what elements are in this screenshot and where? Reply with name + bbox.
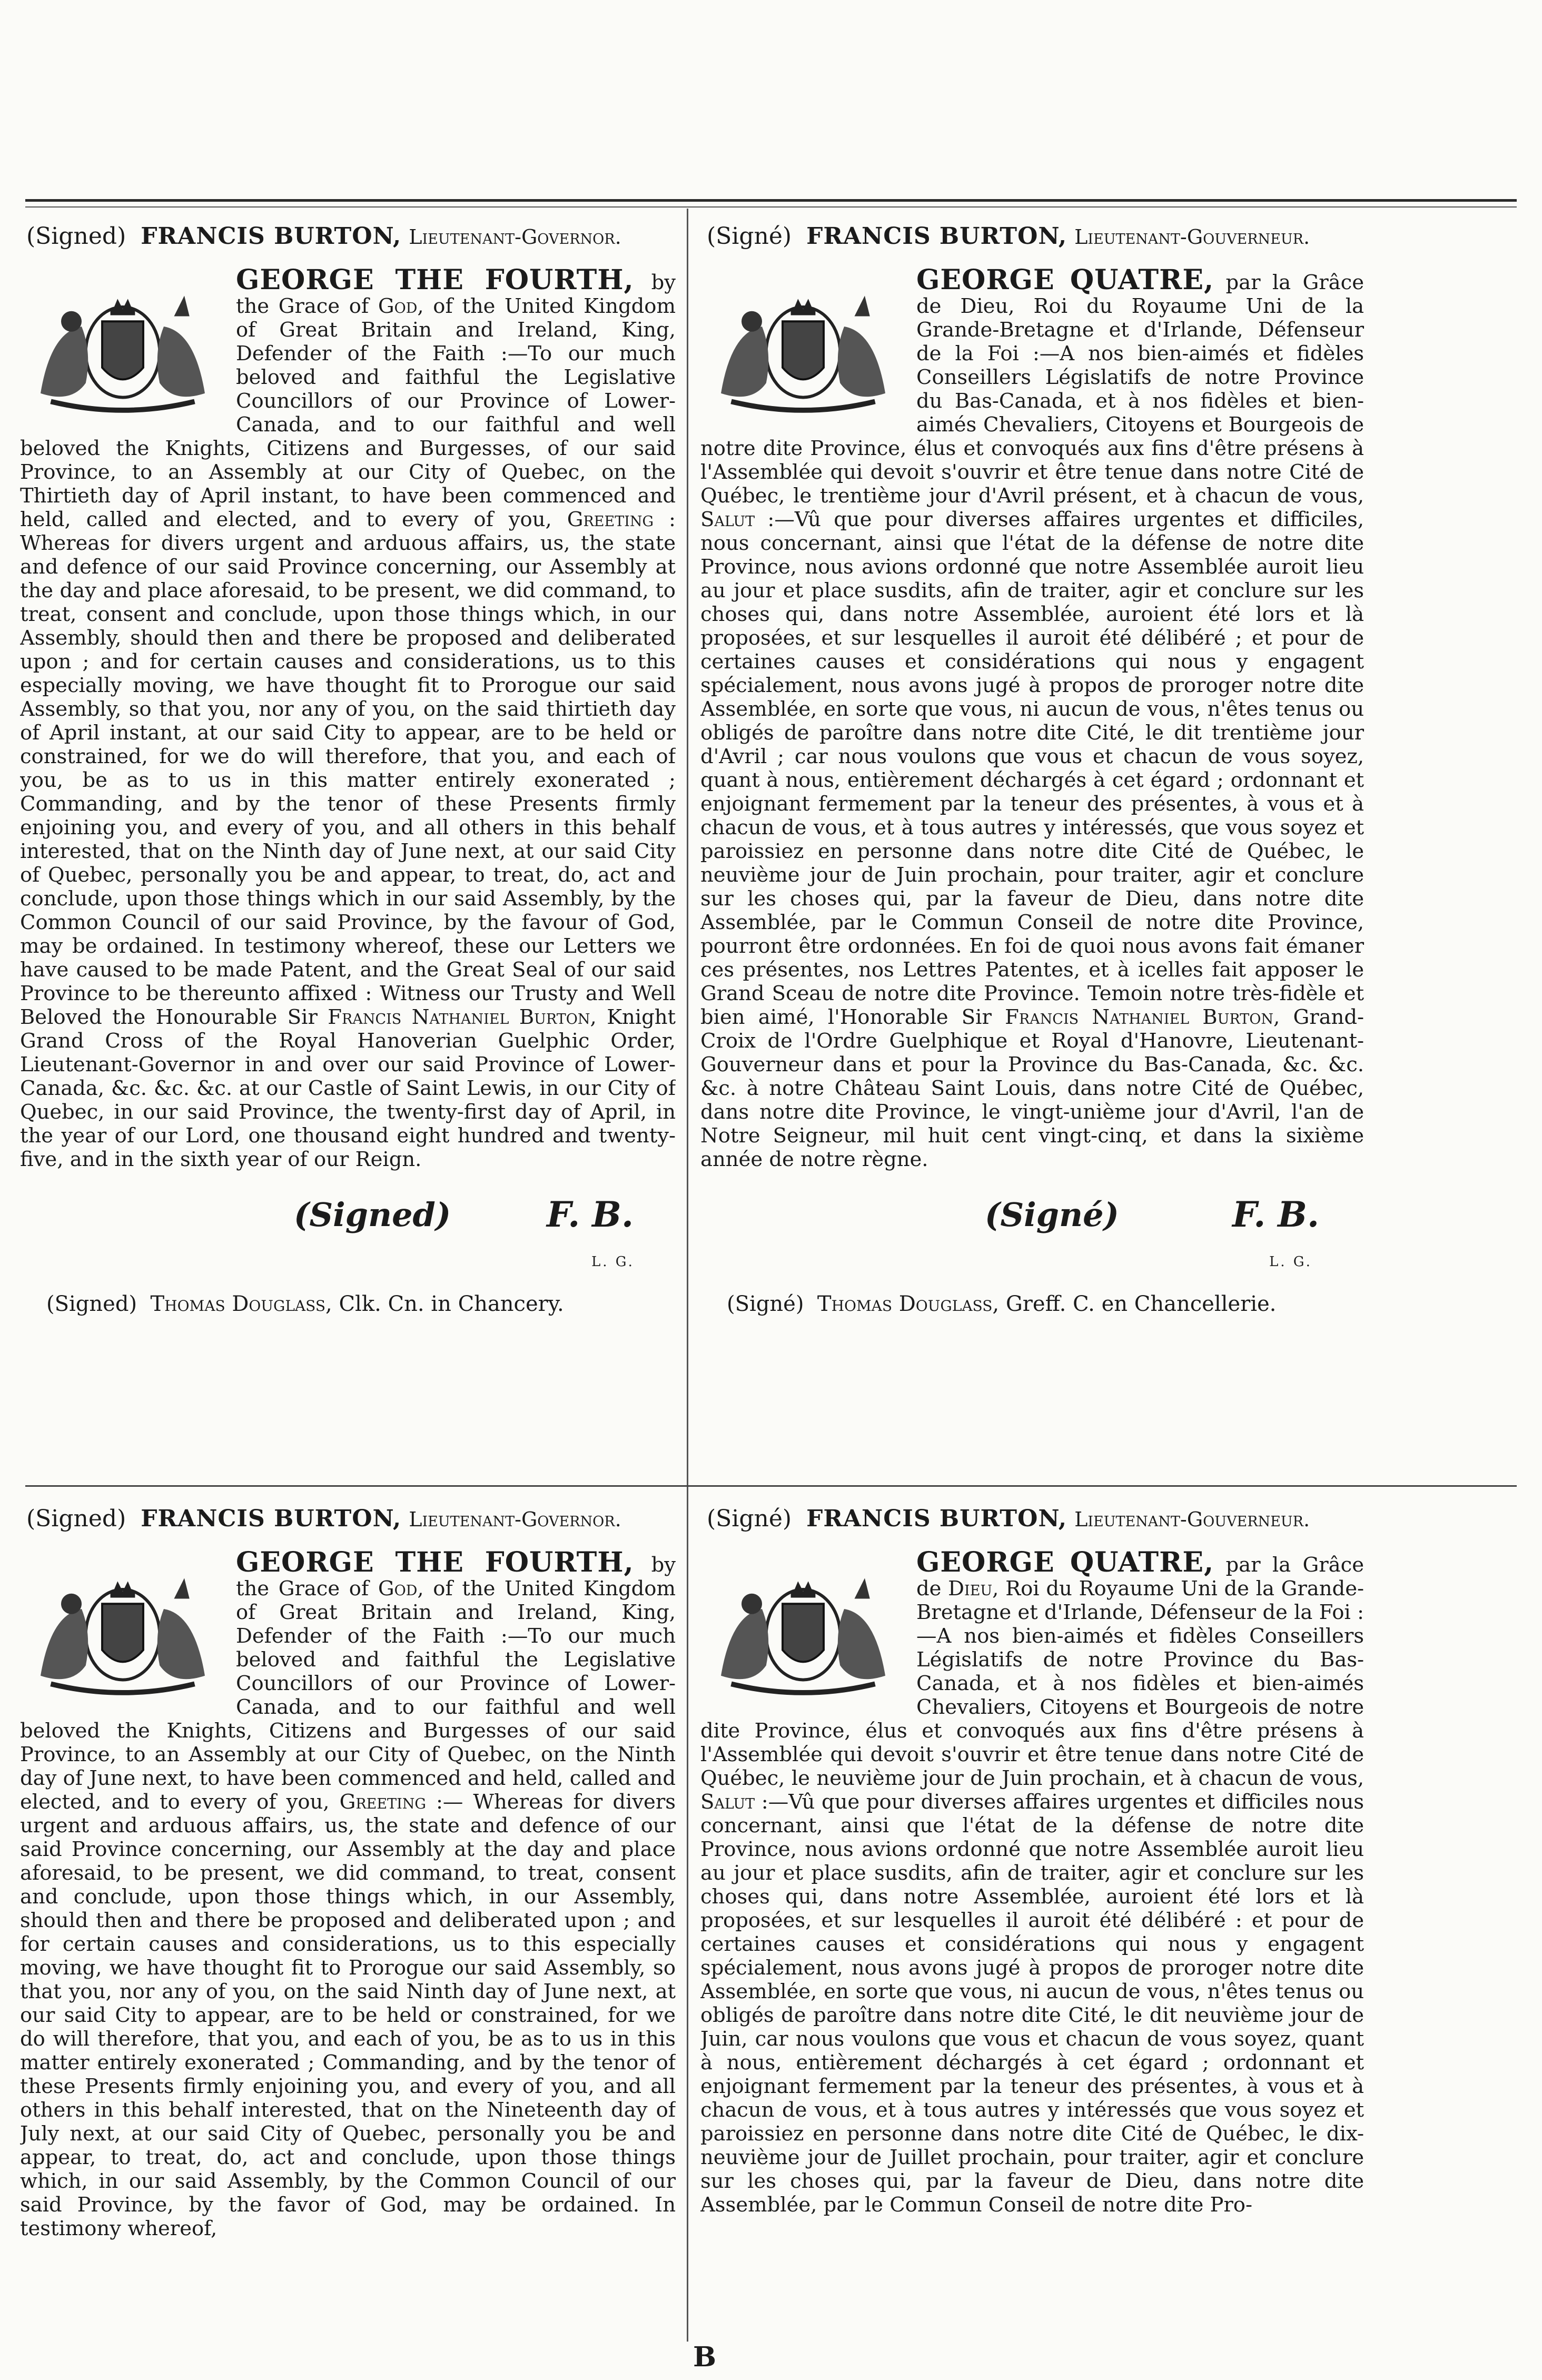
signed-header <box>707 221 1364 252</box>
body-text: par la Grâce de <box>916 1553 1364 1601</box>
greeting-smallcaps: Greeting <box>567 508 654 531</box>
signer-name: FRANCIS BURTON, <box>806 223 1067 250</box>
salut-smallcaps: Salut <box>700 508 755 531</box>
clerk-title: , Clk. Cn. in Chancery. <box>325 1292 564 1316</box>
body-text: , of the United Kingdom of Great Britain and Ireland, King, Defender of the Faith :—To our much beloved and faithful the Legislative Councillors of our Province of Lower-Canada, and to our faithful and well beloved the Knights, Citizens and Burgesses, of our said Province, to an Assembly at our City of Quebec, on the Thirtieth day of April instant, to have been commenced and held, called and elected, and to every of you, <box>20 294 676 531</box>
dieu-smallcaps: Dieu <box>948 1577 993 1601</box>
body-text: , of the United Kingdom of Great Britain and Ireland, King, Defender of the Faith :—To our much beloved and faithful the Legislative Councillors of our Province of Lower-Canada, and to our faithful and well beloved the Knights, Citizens and Burgesses of our said Province, to an Assembly at our City of Quebec, on the Ninth day of June next, to have been commenced and held, called and elected, and to every of you, <box>20 1577 676 1814</box>
signer-name: FRANCIS BURTON, <box>141 223 402 250</box>
countersign-label: (Signed) <box>46 1292 137 1316</box>
proclamation-1-french <box>700 216 1364 1480</box>
god-smallcaps: God <box>378 1577 418 1601</box>
royal-coat-of-arms-icon <box>700 1551 906 1709</box>
top-double-rule-thin <box>25 206 1517 208</box>
signed-label: (Signed) <box>26 1505 126 1532</box>
greeting-smallcaps: Greeting <box>339 1790 426 1814</box>
king-name: GEORGE QUATRE, <box>916 264 1214 296</box>
body-text: :— Whereas for divers urgent and arduous affairs, us, the state and defence of our said Province concerning, our Assembly at the day and place aforesaid, to be present, we did command, to treat, consent and conclude, upon those things which, in our Assembly, should then and there be proposed and deliberated upon ; and for certain causes and considerations, us to this especially moving, we have thought fit to Prorogue our said Assembly, so that you, nor any of you, on the said Ninth day of June next, at our said City to appear, are to be held or constrained, for we do will therefore, that you, and each of you, be as to us in this matter entirely exonerated ; Commanding, and by the tenor of these Presents firmly enjoining you, and every of you, and all others in this behalf interested, that on the Nineteenth day of July next, at our said City of Quebec, personally you be and appear, to treat, do, act and conclude, upon those things which, in our said Assembly, by the Common Council of our said Province, by the favor of God, may be ordained. In testimony whereof, <box>20 1790 676 2240</box>
signer-name: FRANCIS BURTON, <box>141 1505 402 1532</box>
signature-block <box>20 1192 676 1271</box>
body-text: by the Grace of <box>236 271 676 318</box>
lieutenant-governor-name: Francis Nathaniel Burton <box>328 1005 590 1029</box>
body-text: par la Grâce de Dieu, Roi du Royaume Uni de la Grande-Bretagne et d'Irlande, Défenseur de la Foi :—A nos bien-aimés et fidèles Conseillers Législatifs de notre Province du Bas-Canada, et à nos fidèles et bien-aimés Chevaliers, Citoyens et Bourgeois de notre dite Province, élus et convoqués aux fins d'être présens à l'Assemblée qui devoit s'ouvrir et être tenue dans notre Cité de Québec, le trentième jour d'Avril présent, et à chacun de vous, <box>700 271 1364 508</box>
royal-coat-of-arms-icon <box>20 1551 225 1709</box>
signed-header <box>26 221 676 252</box>
seal-mark: L. G. <box>1269 1254 1312 1270</box>
king-name: GEORGE THE FOURTH, <box>236 264 634 296</box>
signed-header <box>26 1504 676 1535</box>
king-name: GEORGE THE FOURTH, <box>236 1546 634 1578</box>
signer-title: Lieutenant-Gouverneur. <box>1074 1508 1310 1531</box>
clerk-title: , Greff. C. en Chancellerie. <box>992 1292 1277 1316</box>
salut-smallcaps: Salut <box>700 1790 755 1814</box>
page-signature-mark: B <box>693 2341 716 2373</box>
body-text: :—Vû que pour diverses affaires urgentes et difficiles nous concernant, ainsi que l'état de la défense de notre dite Province, nous avions ordonné que notre Assemblée auroit lieu au jour et place susdits, afin de traiter, agir et conclure sur les choses qui, dans notre Assemblée, auroient été lors et là proposées, et sur lesquelles il auroit été délibéré : et pour de certaines causes et considérations qui nous y engagent spécialement, nous avons jugé à propos de proroger notre dite Assemblée, en sorte que vous, ni aucun de vous, n'êtes tenus ou obligés de paroître dans notre dite Cité, le dit neuvième jour de Juin, car nous voulons que vous et chacun de vous soyez, quant à nous, entièrement déchargés à cet égard ; ordonnant et enjoignant fermement par la teneur des présentes, à vous et à chacun de vous, et à tous autres y intéressés que vous soyez et paroissiez en personne dans notre dite Cité de Québec, le dix-neuvième jour de Juillet prochain, pour traiter, agir et conclure sur les choses qui, par la faveur de Dieu, dans notre dite Assemblée, par le Commun Conseil de notre dite Pro- <box>700 1790 1364 2217</box>
countersignature <box>20 1292 676 1316</box>
signer-title: Lieutenant-Governor. <box>409 225 621 249</box>
signer-title: Lieutenant-Gouverneur. <box>1074 225 1310 249</box>
signer-name: FRANCIS BURTON, <box>806 1505 1067 1532</box>
signed-label: (Signed) <box>26 223 126 250</box>
body-text: : Whereas for divers urgent and arduous affairs, us, the state and defence of our said Province concerning, our Assembly at the day and place aforesaid, to be present, we did command, to treat, consent and conclude, upon those things which, in our Assembly, should then and there be proposed and deliberated upon ; and for certain causes and considerations, us to this especially moving, we have thought fit to Prorogue our said Assembly, so that you, nor any of you, on the said thirtieth day of April instant, at our said City to appear, are to be held or constrained, for we do will therefore, that you, and each of you, be as to us in this matter entirely exonerated ; Commanding, and by the tenor of these Presents firmly enjoining you, and every of you, and all others in this behalf interested, that on the Ninth day of June next, at our said City of Quebec, personally you be and appear, to treat, do, act and conclude, upon those things which in our said Assembly, by the Common Council of our said Province, by the favour of God, may be ordained. In testimony whereof, these our Letters we have caused to be made Patent, and the Great Seal of our said Province to be thereunto affixed : Witness our Trusty and Well Beloved the Honourable Sir <box>20 508 676 1029</box>
body-text: :—Vû que pour diverses affaires urgentes et difficiles, nous concernant, ainsi que l'état de la défense de notre dite Province, nous avions ordonné que notre Assemblée auroit lieu au jour et place susdits, afin de traiter, agir et conclure sur les choses qui, dans notre Assemblée, auroient été lors et là proposées, et sur lesquelles il auroit été délibéré ; et pour de certaines causes et considérations qui nous y engagent spécialement, nous avons jugé à propos de proroger notre dite Assemblée, en sorte que vous, ni aucun de vous, n'êtes tenus ou obligés de paroître dans notre dite Cité, le dit trentième jour d'Avril ; car nous voulons que vous et chacun de vous soyez, quant à nous, entièrement déchargés à cet égard ; ordonnant et enjoignant fermement par la teneur des présentes, à vous et à chacun de vous, et à tous autres y intéressés, que vous soyez et paroissiez en personne dans notre dite Cité de Québec, le neuvième jour de Juin prochain, pour traiter, agir et conclure sur les choses qui, par la faveur de Dieu, dans notre dite Assemblée, par le Commun Conseil de notre dite Province, pourront être ordonnées. En foi de quoi nous avons fait émaner ces présentes, nos Lettres Patentes, et à icelles fait apposer le Grand Sceau de notre dite Province. Temoin notre très-fidèle et bien aimé, l'Honorable Sir <box>700 508 1364 1029</box>
proclamation-2-english <box>20 1498 676 2359</box>
body-text: , Roi du Royaume Uni de la Grande-Bretagne et d'Irlande, Défenseur de la Foi :—A nos bien-aimés et fidèles Conseillers Législatifs de notre Province du Bas-Canada, et à nos fidèles et bien-aimés Chevaliers, Citoyens et Bourgeois de notre dite Province, élus et convoqués aux fins d'être présens à l'Assemblée qui devoit s'ouvrir et être tenue dans notre Cité de Québec, le neuvième jour de Juin prochain, et à chacun de vous, <box>700 1577 1364 1790</box>
signer-title: Lieutenant-Governor. <box>409 1508 621 1531</box>
signature-block <box>700 1192 1364 1271</box>
body-text: by the Grace of <box>236 1553 676 1601</box>
proclamation-2-french <box>700 1498 1364 2359</box>
countersignature <box>700 1292 1364 1316</box>
king-name: GEORGE QUATRE, <box>916 1546 1214 1578</box>
signed-header <box>707 1504 1364 1535</box>
column-divider <box>687 209 688 2342</box>
royal-coat-of-arms-icon <box>20 268 225 426</box>
section-divider <box>25 1485 1517 1487</box>
body-text: , Grand-Croix de l'Ordre Guelphique et Royal d'Hanovre, Lieutenant-Gouverneur dans et pour la Province du Bas-Canada, &c. &c. &c. à notre Château Saint Louis, dans notre Cité de Québec, dans notre dite Province, le vingt-unième jour d'Avril, l'an de Notre Seigneur, mil huit cent vingt-cinq, et dans la sixième année de notre règne. <box>700 1005 1364 1171</box>
body-text: , Knight Grand Cross of the Royal Hanoverian Guelphic Order, Lieutenant-Governor in and over our said Province of Lower-Canada, &c. &c. &c. at our Castle of Saint Lewis, in our City of Quebec, in our said Province, the twenty-first day of April, in the year of our Lord, one thousand eight hundred and twenty-five, and in the sixth year of our Reign. <box>20 1005 676 1171</box>
signature-label: (Signed) <box>294 1196 451 1234</box>
seal-mark: L. G. <box>591 1254 635 1270</box>
signed-label: (Signé) <box>707 223 792 250</box>
god-smallcaps: God <box>378 294 418 318</box>
signature-label: (Signé) <box>985 1196 1119 1234</box>
proclamation-1-english <box>20 216 676 1480</box>
clerk-name: Thomas Douglass <box>150 1292 326 1316</box>
signature-initials: F. B. <box>1232 1194 1319 1235</box>
signed-label: (Signé) <box>707 1505 792 1532</box>
lieutenant-governor-name: Francis Nathaniel Burton <box>1005 1005 1273 1029</box>
top-double-rule <box>25 199 1517 202</box>
signature-initials: F. B. <box>547 1194 634 1235</box>
royal-coat-of-arms-icon <box>700 268 906 426</box>
clerk-name: Thomas Douglass <box>817 1292 993 1316</box>
countersign-label: (Signé) <box>727 1292 804 1316</box>
